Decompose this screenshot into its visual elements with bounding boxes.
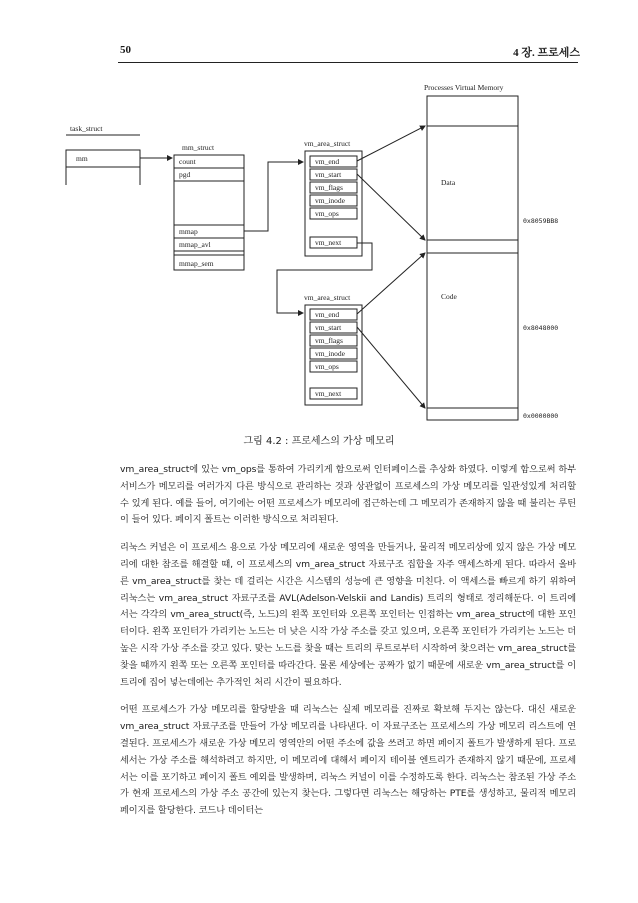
vm2-field-vm-ops: vm_ops (315, 362, 339, 371)
figure-caption: 그림 4.2 : 프로세스의 가상 메모리 (243, 436, 395, 447)
mmap-pointer-arrow (244, 162, 303, 231)
body-text (120, 462, 576, 831)
address-data-end: 0x8059BB8 (523, 217, 559, 225)
code-segment-label: Code (441, 292, 457, 301)
vm2-field-vm-flags: vm_flags (315, 336, 343, 345)
vm-area-1-title: vm_area_struct (304, 139, 351, 148)
vm1-field-vm-end: vm_end (315, 157, 340, 166)
mm-field-count: count (179, 157, 196, 166)
paragraph: 어떤 프로세스가 가상 메모리를 할당받을 때 리눅스는 실제 메모리를 진짜로 확보해 두지는 않는다. 대신 새로운 vm_area_struct 자료구조를 만들어 가상 메모리를 나타낸다. 이 자료구조는 프로세스의 가상 메모리 리스트에 연결된다. 프로세스가 새로운 가상 메모리 영역안의 어떤 주소에 값을 쓰려고 하면 페이지 폴트가 발생하게 된다. 프로세서는 가상 주소를 해석하려고 하지만, 이 메모리에 대해서 페이지 테이블 엔트리가 존재하지 않기 때문에, 프로세서는 이를 포기하고 페이지 폴트 예외를 발생하며, 리눅스 커널이 이를 수정하도록 한다. 리눅스는 참조된 가상 주소가 현재 프로세스의 가상 주소 공간에 있는지 찾는다. 그렇다면 리눅스는 해당하는 PTE를 생성하고, 물리적 메모리 페이지를 할당한다. 코드나 데이터는 (120, 704, 576, 817)
vm1-field-vm-next: vm_next (315, 238, 342, 247)
memory-title: Processes Virtual Memory (424, 83, 504, 92)
vm-next-arrow (277, 243, 372, 313)
page-number: 50 (120, 44, 131, 56)
mm-field-mmap: mmap (179, 227, 198, 236)
task-struct-title: task_struct (70, 124, 103, 133)
mm-field-mmap-sem: mmap_sem (179, 259, 214, 268)
paragraph: vm_area_struct에 있는 vm_ops를 통하여 가리키게 함으로써 인터페이스를 추상화 하였다. 이렇게 함으로써 하부 서비스가 메모리를 여러가지 다른 방식으로 관리하는 것과 상관없이 프로세스의 가상 메모리를 일관성있게 처리할 수 있게 된다. 예를 들어, 여기에는 어떤 프로세스가 메모리에 접근하는데 그 메모리가 존재하지 않을 때 불리는 루틴이 들어 있다. 페이지 폴트는 이러한 방식으로 처리된다. (120, 464, 576, 526)
vm1-start-arrow (357, 174, 425, 240)
memory-column (427, 96, 518, 420)
paragraph: 리눅스 커널은 이 프로세스 용으로 가상 메모리에 새로운 영역을 만들거나, 물리적 메모리상에 있지 않은 가상 메모리에 대한 참조를 해결할 때, 이 프로세스의 vm_area_struct 자료구조 집합을 자주 액세스하게 된다. 따라서 올바른 vm_area_struct를 찾는 데 걸리는 시간은 시스템의 성능에 큰 영향을 미친다. 이 액세스를 빠르게 하기 위하여 리눅스는 vm_area_struct 자료구조를 AVL(Adelson-Velskii and Landis) 트리의 형태로 정리해둔다. 이 트리에서는 각각의 vm_area_struct(즉, 노드)의 왼쪽 포인터와 오른쪽 포인터는 인접하는 vm_area_struct에 대한 포인터이다. 왼쪽 포인터가 가리키는 노드는 더 낮은 시작 가상 주소를 갖고 있으며, 오른쪽 포인터가 가리키는 노드는 더 높은 시작 가상 주소를 갖고 있다. 맞는 노드를 찾을 때는 트리의 루트로부터 시작하여 찾으려는 vm_area_struct를 찾을 때까지 왼쪽 또는 오른쪽 포인터를 따라간다. 물론 세상에는 공짜가 없기 때문에 새로운 vm_area_struct를 이 트리에 집어 넣는데에는 추가적인 처리 시간이 필요하다. (120, 542, 576, 688)
vm2-field-vm-end: vm_end (315, 310, 340, 319)
mm-struct-title: mm_struct (182, 143, 215, 152)
vm1-field-vm-inode: vm_inode (315, 196, 345, 205)
vm2-start-arrow (357, 327, 425, 408)
address-code-start: 0x8048000 (523, 324, 559, 332)
vm1-end-arrow (357, 126, 425, 161)
task-struct-mm-label: mm (76, 154, 88, 163)
mm-field-mmap-avl: mmap_avl (179, 240, 211, 249)
vm-area-2-title: vm_area_struct (304, 293, 351, 302)
vm2-end-arrow (357, 253, 425, 314)
vm1-field-vm-start: vm_start (315, 170, 342, 179)
vm2-field-vm-inode: vm_inode (315, 349, 345, 358)
chapter-title: 4 장. 프로세스 (513, 47, 580, 59)
data-segment-label: Data (441, 178, 456, 187)
vm1-field-vm-flags: vm_flags (315, 183, 343, 192)
vm2-field-vm-start: vm_start (315, 323, 342, 332)
virtual-memory-diagram (0, 0, 638, 440)
address-zero: 0x0000000 (523, 412, 559, 420)
mm-field-pgd: pgd (179, 170, 191, 179)
vm1-field-vm-ops: vm_ops (315, 209, 339, 218)
vm2-field-vm-next: vm_next (315, 389, 342, 398)
